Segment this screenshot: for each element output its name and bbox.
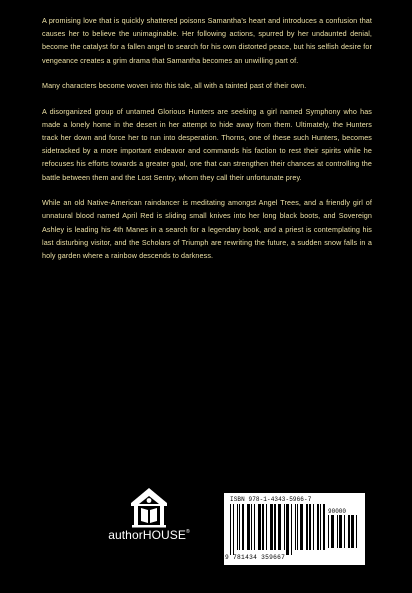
publisher-name: authorHOUSE®	[108, 528, 190, 542]
isbn-barcode	[224, 493, 365, 565]
blurb-paragraph-4: While an old Native-American raindancer is meditating amongst Angel Trees, and a friendly girl of unnatural blood named April Red is sliding small knives into her long black boots, and Sovereign Ashley is leading his 4th Manes in a search for a legendary book, and a priest is contemplating his last disturbing visitor, and the Scholars of Triumph are rewriting the future, a sudden snow falls in a holy garden where a rainbow descends to darkness.	[42, 198, 372, 260]
blurb-paragraph-1: A promising love that is quickly shattered poisons Samantha’s heart and introduces a confusion that causes her to believe the unimaginable. Her following actions, spurred by her undaunted denial, become the catalyst for a fallen angel to search for his own distorted peace, but his selfish desire for vengeance creates a grim drama that Samantha becomes an unwilling part of.	[42, 16, 372, 65]
authorhouse-logo-icon	[129, 485, 169, 529]
price-code: 90000	[328, 508, 347, 515]
ean-barcode-bars	[230, 504, 325, 555]
publisher-logo	[101, 485, 197, 545]
ean-digits: 9 781434 359667	[225, 554, 286, 561]
addon-barcode-bars	[328, 515, 360, 553]
blurb-paragraph-3: A disorganized group of untamed Glorious Hunters are seeking a girl named Symphony who has made a lonely home in the desert in her attempt to hide away from them. Ultimately, the Hunters track her down and force her to run into desperation. Thorns, one of these such Hunters, becomes sidetracked by a more important endeavor and commands his faction to rest their spirits while he refocuses his efforts towards a greater goal, one that can strengthen their chances at controlling the battle between them and the Lost Sentry, whom they call their unfortunate prey.	[42, 106, 372, 182]
blurb-text	[42, 14, 372, 274]
isbn-label: ISBN 978-1-4343-5966-7	[230, 496, 312, 503]
blurb-paragraph-2: Many characters become woven into this tale, all with a tainted past of their own.	[42, 81, 307, 91]
